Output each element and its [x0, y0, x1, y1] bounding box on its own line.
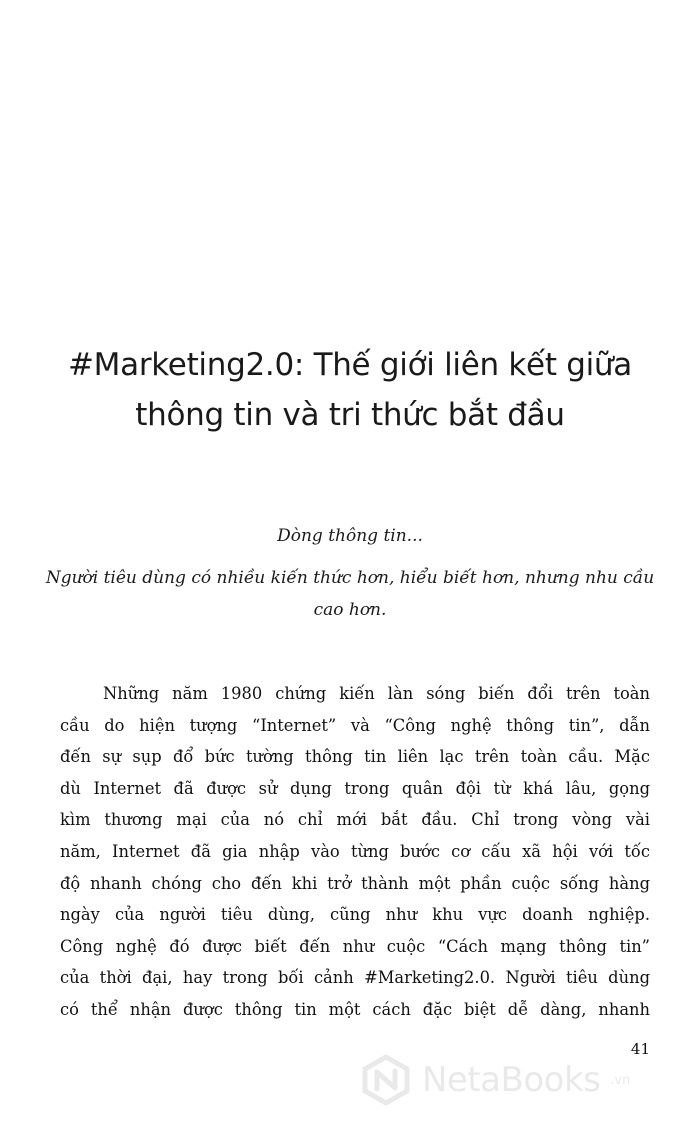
body-line-4: dù Internet đã được sử dụng trong quân đội từ khá lâu, gọng: [60, 778, 650, 798]
epigraph-line-1: Dòng thông tin...: [277, 526, 423, 546]
body-line-6: năm, Internet đã gia nhập vào từng bước cơ cấu xã hội với tốc: [60, 841, 650, 861]
body-line-7: độ nhanh chóng cho đến khi trở thành một phần cuộc sống hàng: [60, 873, 650, 893]
body-line-8: ngày của người tiêu dùng, cũng như khu vực doanh nghiệp.: [60, 905, 650, 925]
body-line-11: có thể nhận được thông tin một cách đặc biệt dễ dàng, nhanh: [60, 999, 650, 1019]
body-line-2: cầu do hiện tượng “Internet” và “Công nghệ thông tin”, dẫn: [60, 715, 650, 735]
body-line-1: Những năm 1980 chứng kiến làn sóng biến đổi trên toàn: [103, 684, 650, 703]
body-line-5: kìm thương mại của nó chỉ mới bắt đầu. Chỉ trong vòng vài: [60, 810, 650, 830]
epigraph-line-3: cao hơn.: [313, 600, 387, 620]
netabooks-logo-icon: [360, 1054, 412, 1106]
epigraph-line-2: Người tiêu dùng có nhiều kiến thức hơn, hiểu biết hơn, nhưng nhu cầu: [45, 568, 655, 588]
watermark-suffix: .vn: [610, 1072, 631, 1088]
page-number: 41: [630, 1040, 650, 1058]
body-line-9: Công nghệ đó được biết đến như cuộc “Cách mạng thông tin”: [60, 936, 650, 956]
chapter-title-line-1: #Marketing2.0: Thế giới liên kết giữa: [68, 347, 632, 383]
watermark: [360, 1050, 630, 1110]
chapter-title: [40, 340, 660, 440]
epigraph: [40, 520, 660, 626]
body-paragraph: [60, 678, 650, 1026]
body-line-10: của thời đại, hay trong bối cảnh #Marketing2.0. Người tiêu dùng: [60, 968, 650, 988]
watermark-text: NetaBooks: [422, 1060, 601, 1100]
chapter-title-line-2: thông tin và tri thức bắt đầu: [135, 397, 565, 433]
body-line-3: đến sự sụp đổ bức tường thông tin liên lạc trên toàn cầu. Mặc: [60, 747, 650, 767]
